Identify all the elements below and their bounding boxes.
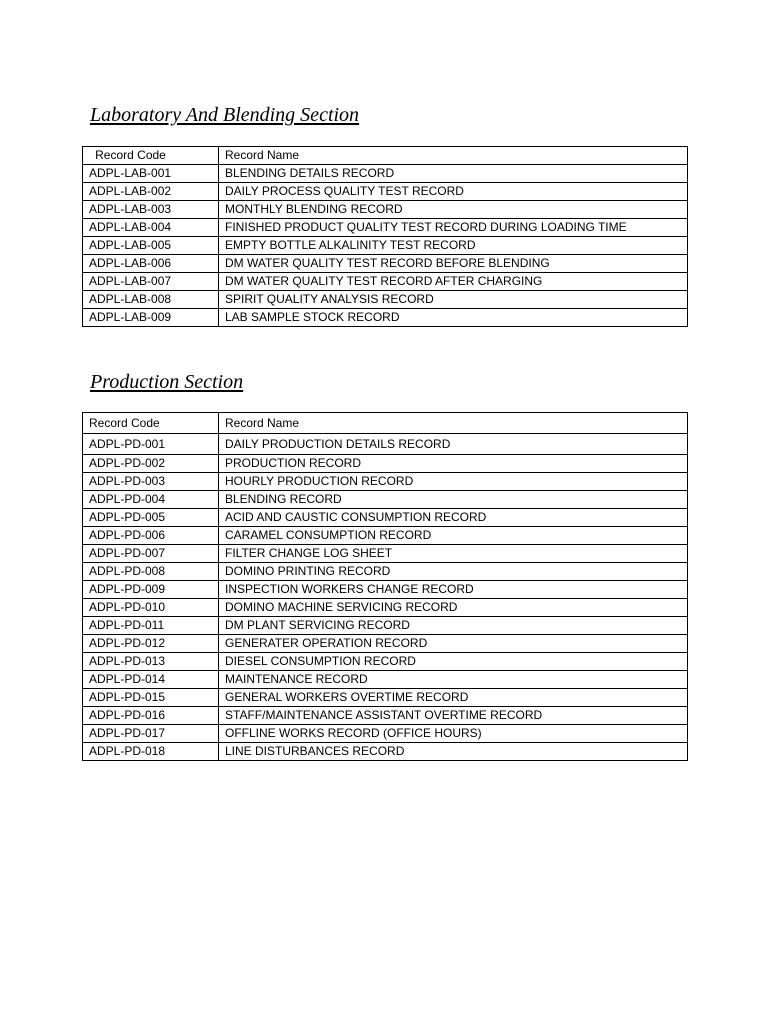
table-row <box>83 455 688 473</box>
record-code-cell: ADPL-PD-005 <box>83 509 219 527</box>
record-code-cell: ADPL-PD-007 <box>83 545 219 563</box>
record-code-cell: ADPL-PD-002 <box>83 455 219 473</box>
record-code-cell: ADPL-LAB-008 <box>83 291 219 309</box>
record-name-cell: GENERATER OPERATION RECORD <box>219 635 688 653</box>
record-name-cell: ACID AND CAUSTIC CONSUMPTION RECORD <box>219 509 688 527</box>
record-code-cell: ADPL-PD-015 <box>83 689 219 707</box>
table-row <box>83 635 688 653</box>
record-name-cell: BLENDING DETAILS RECORD <box>219 165 688 183</box>
table-row <box>83 237 688 255</box>
record-name-cell: DM WATER QUALITY TEST RECORD BEFORE BLENDING <box>219 255 688 273</box>
record-name-cell: INSPECTION WORKERS CHANGE RECORD <box>219 581 688 599</box>
record-name-cell: FILTER CHANGE LOG SHEET <box>219 545 688 563</box>
table-row <box>83 545 688 563</box>
record-name-cell: HOURLY PRODUCTION RECORD <box>219 473 688 491</box>
record-code-cell: ADPL-LAB-001 <box>83 165 219 183</box>
record-name-cell: DOMINO MACHINE SERVICING RECORD <box>219 599 688 617</box>
column-header-record-name: Record Name <box>219 147 688 165</box>
record-code-cell: ADPL-PD-013 <box>83 653 219 671</box>
record-name-cell: DAILY PRODUCTION DETAILS RECORD <box>219 434 688 455</box>
table-header-row <box>83 147 688 165</box>
record-name-cell: DM WATER QUALITY TEST RECORD AFTER CHARGING <box>219 273 688 291</box>
table-row <box>83 671 688 689</box>
table-row <box>83 291 688 309</box>
record-name-cell: MAINTENANCE RECORD <box>219 671 688 689</box>
table-row <box>83 725 688 743</box>
record-code-cell: ADPL-PD-004 <box>83 491 219 509</box>
record-code-cell: ADPL-PD-014 <box>83 671 219 689</box>
lab-records-table <box>82 146 688 327</box>
table-row <box>83 219 688 237</box>
record-name-cell: CARAMEL CONSUMPTION RECORD <box>219 527 688 545</box>
table-row <box>83 743 688 761</box>
record-name-cell: DAILY PROCESS QUALITY TEST RECORD <box>219 183 688 201</box>
table-row <box>83 689 688 707</box>
table-row <box>83 309 688 327</box>
record-code-cell: ADPL-PD-010 <box>83 599 219 617</box>
record-code-cell: ADPL-PD-018 <box>83 743 219 761</box>
record-code-cell: ADPL-LAB-002 <box>83 183 219 201</box>
record-name-cell: LAB SAMPLE STOCK RECORD <box>219 309 688 327</box>
table-row <box>83 581 688 599</box>
record-name-cell: DM PLANT SERVICING RECORD <box>219 617 688 635</box>
record-name-cell: STAFF/MAINTENANCE ASSISTANT OVERTIME RECORD <box>219 707 688 725</box>
table-row <box>83 599 688 617</box>
table-row <box>83 255 688 273</box>
table-row <box>83 434 688 455</box>
record-code-cell: ADPL-LAB-009 <box>83 309 219 327</box>
table-row <box>83 563 688 581</box>
record-code-cell: ADPL-PD-008 <box>83 563 219 581</box>
table-row <box>83 509 688 527</box>
table-row <box>83 653 688 671</box>
table-row <box>83 273 688 291</box>
column-header-record-code: Record Code <box>83 147 219 165</box>
production-section-title: Production Section <box>90 371 244 393</box>
record-name-cell: PRODUCTION RECORD <box>219 455 688 473</box>
record-code-cell: ADPL-PD-003 <box>83 473 219 491</box>
lab-section-title: Laboratory And Blending Section <box>90 104 360 126</box>
record-name-cell: FINISHED PRODUCT QUALITY TEST RECORD DURING LOADING TIME <box>219 219 688 237</box>
table-row <box>83 491 688 509</box>
record-name-cell: DIESEL CONSUMPTION RECORD <box>219 653 688 671</box>
column-header-record-name: Record Name <box>219 413 688 434</box>
record-name-cell: DOMINO PRINTING RECORD <box>219 563 688 581</box>
record-code-cell: ADPL-LAB-003 <box>83 201 219 219</box>
record-code-cell: ADPL-LAB-006 <box>83 255 219 273</box>
production-records-table <box>82 412 688 761</box>
production-table-body <box>83 434 688 761</box>
record-name-cell: SPIRIT QUALITY ANALYSIS RECORD <box>219 291 688 309</box>
table-row <box>83 707 688 725</box>
table-row <box>83 165 688 183</box>
table-row <box>83 473 688 491</box>
record-code-cell: ADPL-PD-006 <box>83 527 219 545</box>
record-code-cell: ADPL-LAB-005 <box>83 237 219 255</box>
table-row <box>83 183 688 201</box>
record-code-cell: ADPL-PD-016 <box>83 707 219 725</box>
table-row <box>83 617 688 635</box>
record-code-cell: ADPL-PD-001 <box>83 434 219 455</box>
record-code-cell: ADPL-LAB-007 <box>83 273 219 291</box>
column-header-record-code: Record Code <box>83 413 219 434</box>
table-row <box>83 201 688 219</box>
record-name-cell: MONTHLY BLENDING RECORD <box>219 201 688 219</box>
record-name-cell: LINE DISTURBANCES RECORD <box>219 743 688 761</box>
table-header-row <box>83 413 688 434</box>
record-name-cell: BLENDING RECORD <box>219 491 688 509</box>
record-name-cell: EMPTY BOTTLE ALKALINITY TEST RECORD <box>219 237 688 255</box>
record-code-cell: ADPL-PD-011 <box>83 617 219 635</box>
record-name-cell: OFFLINE WORKS RECORD (OFFICE HOURS) <box>219 725 688 743</box>
record-code-cell: ADPL-PD-017 <box>83 725 219 743</box>
record-name-cell: GENERAL WORKERS OVERTIME RECORD <box>219 689 688 707</box>
record-code-cell: ADPL-LAB-004 <box>83 219 219 237</box>
table-row <box>83 527 688 545</box>
record-code-cell: ADPL-PD-009 <box>83 581 219 599</box>
lab-table-body <box>83 165 688 327</box>
record-code-cell: ADPL-PD-012 <box>83 635 219 653</box>
